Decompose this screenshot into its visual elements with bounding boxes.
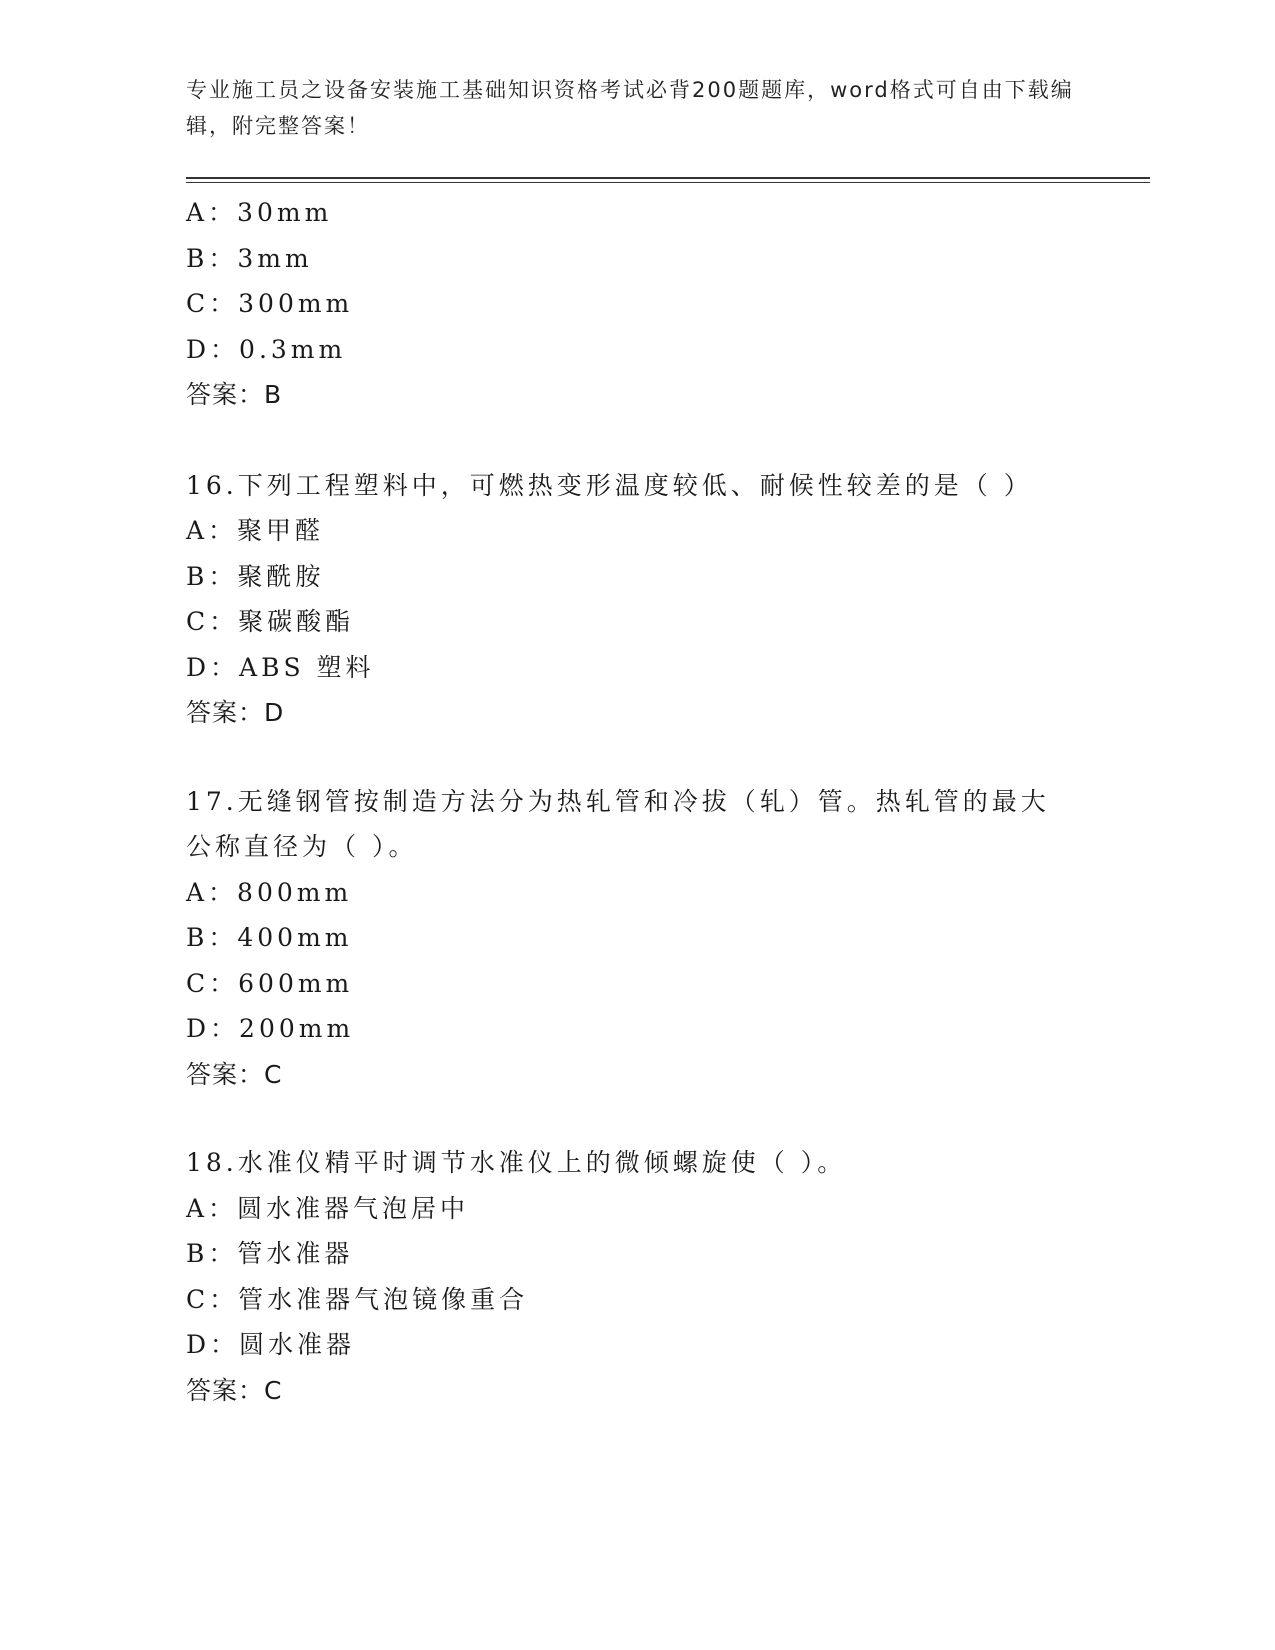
answer-line: 答案：C bbox=[186, 1059, 283, 1089]
question-text: 17.无缝钢管按制造方法分为热轧管和冷拔（轧）管。热轧管的最大公称直径为（ ）。 bbox=[186, 786, 1050, 861]
option-d: D：圆水准器 bbox=[186, 1330, 356, 1359]
answer-line: 答案：B bbox=[186, 380, 283, 409]
answer-line: 答案：C bbox=[186, 1375, 283, 1405]
option-b: B：聚酰胺 bbox=[186, 561, 325, 591]
question-text: 16.下列工程塑料中，可燃热变形温度较低、耐候性较差的是（ ） bbox=[186, 470, 1033, 500]
header-divider bbox=[186, 177, 1150, 179]
prev-question-block bbox=[186, 190, 1150, 418]
option-b: B：400mm bbox=[186, 923, 353, 952]
question-block-16 bbox=[186, 463, 1150, 736]
option-a: A：30mm bbox=[186, 198, 333, 227]
option-a: A：圆水准器气泡居中 bbox=[186, 1193, 470, 1223]
answer-line: 答案：D bbox=[186, 698, 285, 727]
option-c: C：聚碳酸酯 bbox=[186, 607, 355, 636]
option-d: D：200mm bbox=[186, 1014, 355, 1043]
document-header: 专业施工员之设备安装施工基础知识资格考试必背200题题库，word格式可自由下载编辑，附完整答案！ bbox=[186, 78, 1074, 138]
option-b: B：管水准器 bbox=[186, 1239, 354, 1268]
option-c: C：600mm bbox=[186, 968, 354, 998]
option-b: B：3mm bbox=[186, 243, 313, 273]
option-c: C：300mm bbox=[186, 289, 354, 318]
question-block-18 bbox=[186, 1140, 1150, 1413]
question-text: 18.水准仪精平时调节水准仪上的微倾螺旋使（ ）。 bbox=[186, 1148, 847, 1177]
option-d: D：ABS 塑料 bbox=[186, 652, 375, 682]
option-a: A：800mm bbox=[186, 877, 353, 907]
question-list bbox=[186, 190, 1150, 1413]
option-c: C：管水准器气泡镜像重合 bbox=[186, 1284, 529, 1314]
option-a: A：聚甲醛 bbox=[186, 516, 325, 545]
question-block-17 bbox=[186, 779, 1150, 1098]
header-divider-thin bbox=[186, 182, 1150, 183]
option-d: D：0.3mm bbox=[186, 334, 347, 364]
